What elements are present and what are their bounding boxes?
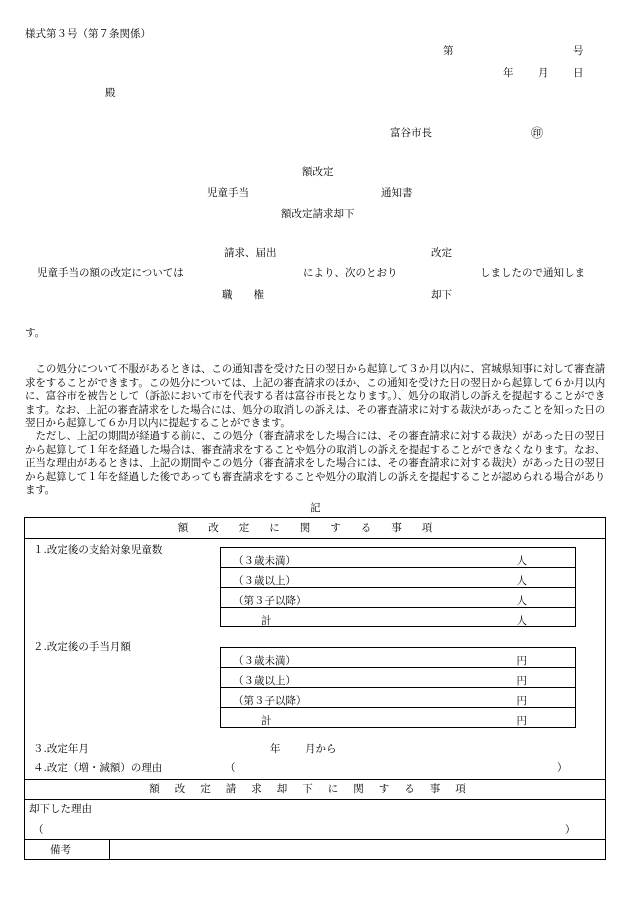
details-table [24,517,606,860]
child-count-box [220,547,576,627]
sender-name: 富谷市長 [390,127,432,139]
reason-close-paren: ） [557,762,568,774]
item3-label: ３.改定年月 [33,743,89,755]
ki-mark: 記 [310,502,321,514]
rejection-open-paren: （ [33,824,44,836]
statement-option1-top: 請求、届出 [224,247,277,259]
item2-label: ２.改定後の手当月額 [33,641,131,653]
divider [25,799,605,800]
date-month: 月 [538,67,549,79]
rejection-reason-label: 却下した理由 [29,803,92,815]
addressee-suffix: 殿 [105,87,116,99]
date-year: 年 [503,67,514,79]
revision-year-unit: 年 [270,743,281,755]
title-option-bottom: 額改定請求却下 [281,208,355,220]
monthly-amount-total-row: 計 円 [261,715,527,727]
statement-option2-top: 改定 [431,247,452,259]
child-count-row: （３歳以上） 人 [233,575,527,587]
statement-part4: す。 [25,327,46,339]
child-count-row: （第３子以降） 人 [233,595,527,607]
title-option-top: 額改定 [302,166,334,178]
monthly-amount-box [220,647,576,728]
child-count-total-row: 計 人 [261,615,527,627]
appeal-notice-paragraph-2: ただし、上記の期間が経過する前に、この処分（審査請求をした場合には、その審査請求に対する裁決）があった日の翌日から起算して１年を経過した場合は、審査請求をすることや処分の取消しの訴えを提起することができなくなります。なお、正当な理由があるときは、上記の期間やこの処分（審査請求をした場合には、その審査請求に対する裁決）があった日の翌日から起算して１年を経過した後であっても審査請求をすることや処分の取消しの訴えを提起することが認められる場合があります。 [25,430,605,497]
form-number: 様式第３号（第７条関係） [25,28,151,40]
statement-part3: しましたので通知しま [480,267,585,279]
child-count-row: （３歳未満） 人 [233,555,527,567]
title-left: 児童手当 [207,187,249,199]
doc-number-suffix: 号 [573,45,584,57]
seal-mark: ㊞ [531,126,544,140]
date-day: 日 [573,67,584,79]
divider [25,538,605,539]
section-header-revision: 額改定に関する事項 [177,522,453,534]
rejection-close-paren: ） [565,824,576,836]
title-right: 通知書 [381,187,413,199]
monthly-amount-row: （第３子以降） 円 [233,695,527,707]
divider [25,779,605,780]
item1-label: １.改定後の支給対象児童数 [33,544,163,556]
item4-label: ４.改定（増・減額）の理由 [33,762,163,774]
divider [25,839,605,840]
monthly-amount-row: （３歳以上） 円 [233,675,527,687]
remarks-label: 備考 [50,844,71,856]
monthly-amount-row: （３歳未満） 円 [233,655,527,667]
appeal-notice-paragraph-1: この処分について不服があるときは、この通知書を受けた日の翌日から起算して３か月以内に、宮城県知事に対して審査請求をすることができます。この処分については、上記の審査請求のほか、この通知を受けた日の翌日から起算して６か月以内に、富谷市を被告として（訴訟において市を代表する者は富谷市長となります。）、処分の取消しの訴えを提起することができます。なお、上記の審査請求をした場合には、処分の取消しの訴えは、その審査請求に対する裁決があったことを知った日の翌日から起算して６か月以内に提起することができます。 [25,363,605,430]
section-header-rejection: 額改定請求却下に関する事項 [149,783,481,795]
statement-option2-bottom: 却下 [431,289,452,301]
reason-open-paren: （ [225,762,236,774]
doc-number-prefix: 第 [443,45,454,57]
statement-part2: により、次のとおり [303,267,398,279]
statement-part1: 児童手当の額の改定については [37,267,184,279]
remarks-divider [109,839,110,860]
statement-option1-bottom: 職 権 [222,289,264,301]
revision-month-from: 月から [305,743,337,755]
